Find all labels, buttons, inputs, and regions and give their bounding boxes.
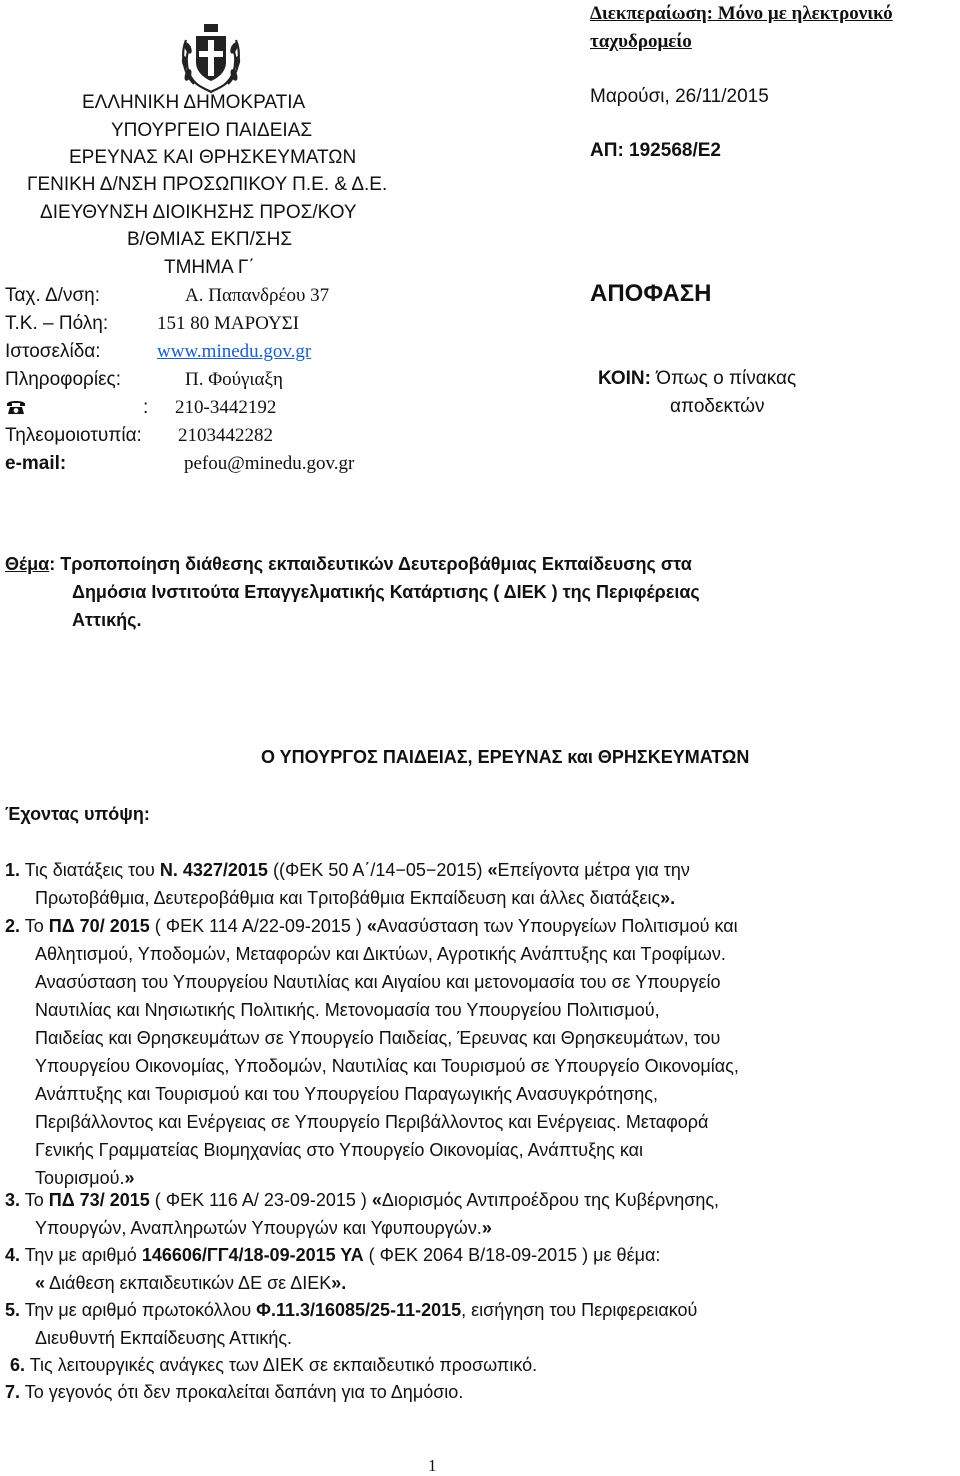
list-item-6: 6. Τις λειτουργικές ανάγκες των ΔΙΕΚ σε εκπαιδευτικό προσωπικό. xyxy=(10,1355,538,1375)
list-item-2: 2. Το ΠΔ 70/ 2015 ( ΦΕΚ 114 Α/22-09-2015 ) «Ανασύσταση των Υπουργείων Πολιτισμού και Αθλητισμού, Υποδομών, Μεταφορών και Δικτύων, Αγροτικής Ανάπτυξης και Τροφίμων. Ανασύσταση του Υπουργείου Ναυτιλίας και Αιγαίου και μετονομασία του σε Υπουργείο Ναυτιλίας και Νησιωτικής Πολιτικής. Μετονομασία του Υπουργείου Πολιτισμού, Παιδείας και Θρησκευμάτων σε Υπουργείο Παιδείας, Έρευνας και Θρησκευμάτων, του Υπουργείου Οικονομίας, Υποδομών, Ναυτιλίας και Τουρισμού σε Υπουργείο Οικονομίας, Ανάπτυξης και Τουρισμού και του Υπουργείου Παραγωγικής Ανασυγκρότησης, Περιβάλλοντος και Ενέργειας σε Υπουργείο Περιβάλλοντος και Ενέργειας. Μεταφορά Γενικής Γραμματείας Βιομηχανίας στο Υπουργείο Οικονομίας, Ανάπτυξης και Τουρισμού.» xyxy=(5,916,739,1188)
page-number: 1 xyxy=(428,1456,437,1475)
fax-value: 2103442282 xyxy=(178,425,273,446)
list-item-5: 5. Την με αριθμό πρωτοκόλλου Φ.11.3/16085/25-11-2015, εισήγηση του Περιφερειακού Διευθυντή Εκπαίδευσης Αττικής. xyxy=(5,1300,698,1348)
fax-label: Τηλεομοιοτυπία: xyxy=(5,425,142,446)
org-line-directorate: ΔΙΕΥΘΥΝΣΗ ΔΙΟΙΚΗΣΗΣ ΠΡΟΣ/ΚΟΥ xyxy=(40,202,357,223)
subject-label: Θέμα xyxy=(5,554,50,574)
delivery-method-line2: ταχυδρομείο xyxy=(590,31,692,52)
postal-value: 151 80 ΜΑΡΟΥΣΙ xyxy=(157,313,300,334)
considering-heading: Έχοντας υπόψη: xyxy=(5,804,150,824)
org-line-ministry: ΥΠΟΥΡΓΕΙΟ ΠΑΙΔΕΙΑΣ xyxy=(111,120,313,141)
address-label: Ταχ. Δ/νση: xyxy=(5,285,101,306)
minister-title: Ο ΥΠΟΥΡΓΟΣ ΠΑΙΔΕΙΑΣ, ΕΡΕΥΝΑΣ και ΘΡΗΣΚΕΥΜΑΤΩΝ xyxy=(261,747,750,767)
email-label: e-mail: xyxy=(5,453,67,474)
postal-label: Τ.Κ. – Πόλη: xyxy=(5,313,109,334)
info-value: Π. Φούγιαξη xyxy=(185,369,283,390)
greek-emblem-icon xyxy=(176,18,246,94)
list-item-3: 3. Το ΠΔ 73/ 2015 ( ΦΕΚ 116 Α/ 23-09-2015 ) «Διορισμός Αντιπροέδρου της Κυβέρνησης, Υπουργών, Αναπληρωτών Υπουργών και Υφυπουργών.» xyxy=(5,1190,720,1238)
org-line-research: ΕΡΕΥΝΑΣ ΚΑΙ ΘΡΗΣΚΕΥΜΑΤΩΝ xyxy=(69,147,357,168)
list-item-1: 1. Τις διατάξεις του Ν. 4327/2015 ((ΦΕΚ 50 Α΄/14−05−2015) «Επείγοντα μέτρα για την Πρωτοβάθμια, Δευτεροβάθμια και Τριτοβάθμια Εκπαίδευση και άλλες διατάξεις». xyxy=(5,860,690,908)
list-item-4: 4. Την με αριθμό 146606/ΓΓ4/18-09-2015 ΥΑ ( ΦΕΚ 2064 Β/18-09-2015 ) με θέμα: « Διάθεση εκπαιδευτικών ΔΕ σε ΔΙΕΚ». xyxy=(5,1245,661,1293)
phone-value: 210-3442192 xyxy=(175,397,277,418)
org-line-republic: ΕΛΛΗΝΙΚΗ ΔΗΜΟΚΡΑΤΙΑ xyxy=(82,92,306,113)
place-date: Μαρούσι, 26/11/2015 xyxy=(590,86,769,107)
org-line-secondary-education: Β/ΘΜΙΑΣ ΕΚΠ/ΣΗΣ xyxy=(127,229,293,250)
org-line-general-directorate: ΓΕΝΙΚΗ Δ/ΝΣΗ ΠΡΟΣΩΠΙΚΟΥ Π.Ε. & Δ.Ε. xyxy=(27,174,388,195)
phone-separator: : xyxy=(143,397,149,418)
delivery-method-line1: Διεκπεραίωση: Μόνο με ηλεκτρονικό xyxy=(590,3,893,24)
org-line-department: ΤΜΗΜΑ Γ΄ xyxy=(164,257,255,278)
list-item-7: 7. Το γεγονός ότι δεν προκαλείται δαπάνη για το Δημόσιο. xyxy=(5,1382,464,1402)
protocol-number: ΑΠ: 192568/Ε2 xyxy=(590,140,721,161)
koin-value: Όπως ο πίνακας xyxy=(656,368,797,389)
subject-line1: Θέμα: Τροποποίηση διάθεσης εκπαιδευτικών Δευτεροβάθμιας Εκπαίδευσης στα xyxy=(5,554,692,574)
email-value: pefou@minedu.gov.gr xyxy=(184,453,355,474)
koin-label: ΚΟΙΝ: xyxy=(598,368,651,389)
subject-line2: Δημόσια Ινστιτούτα Επαγγελματικής Κατάρτισης ( ΔΙΕΚ ) της Περιφέρειας xyxy=(72,582,700,602)
website-link[interactable]: www.minedu.gov.gr xyxy=(157,341,312,362)
koin-value-cont: αποδεκτών xyxy=(670,396,765,417)
decision-title: ΑΠΟΦΑΣΗ xyxy=(590,280,712,307)
address-value: Α. Παπανδρέου 37 xyxy=(185,285,330,306)
subject-line3: Αττικής. xyxy=(72,610,142,630)
website-label: Ιστοσελίδα: xyxy=(5,341,101,362)
phone-icon xyxy=(5,398,27,416)
info-label: Πληροφορίες: xyxy=(5,369,121,390)
